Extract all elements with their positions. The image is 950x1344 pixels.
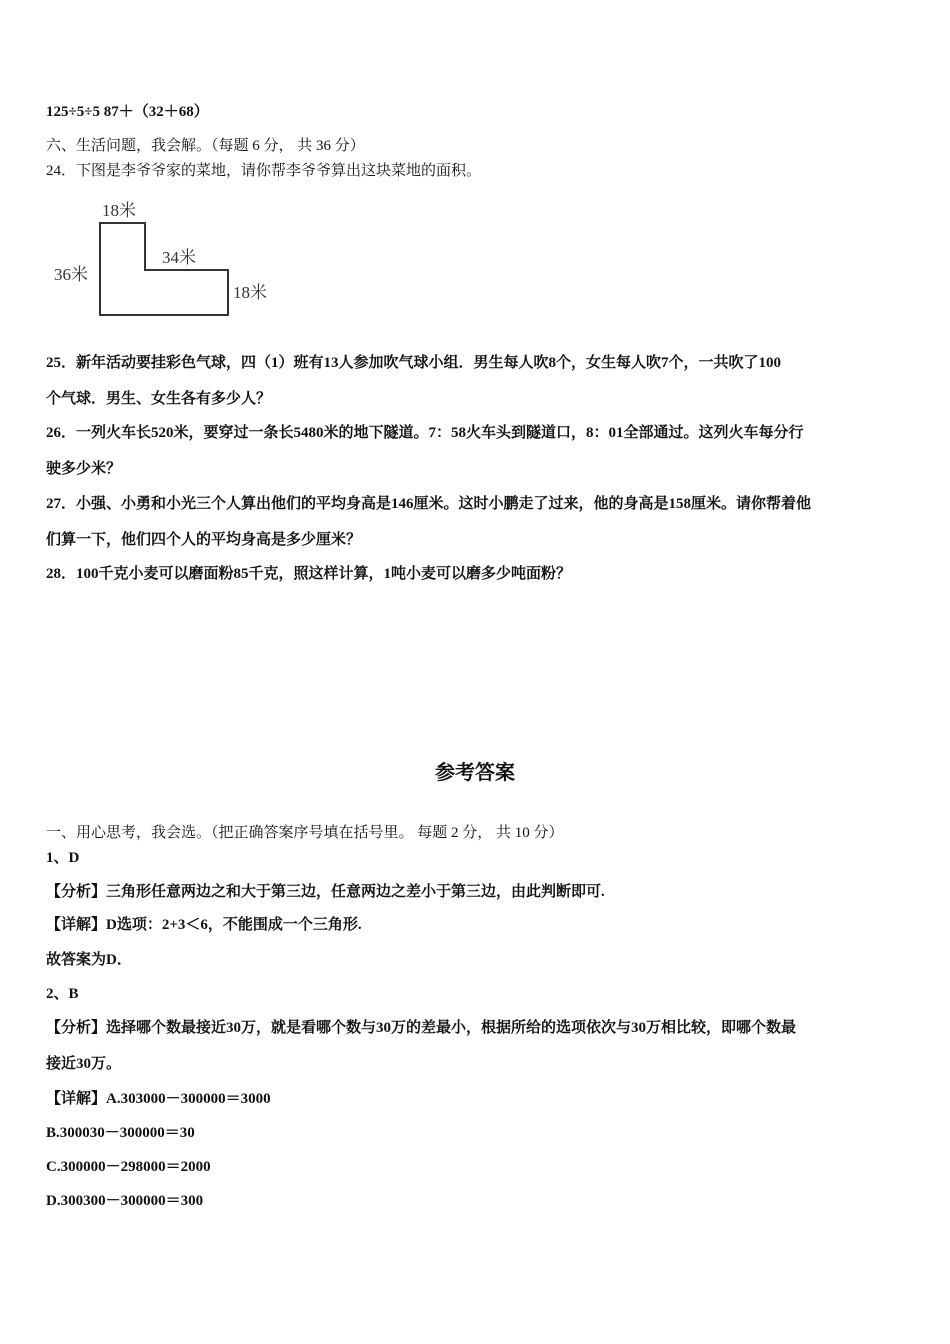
answer-2-analysis-line1: 【分析】选择哪个数最接近30万，就是看哪个数与30万的差最小，根据所给的选项依次与30万相比较，即哪个数最	[46, 1020, 797, 1036]
answer-2-analysis-line2: 接近30万。	[46, 1056, 122, 1072]
answer-2-detail-d: D.300300－300000＝300	[46, 1193, 204, 1209]
label-right: 18米	[233, 283, 267, 302]
question-26-line2: 驶多少米？	[46, 461, 122, 477]
question-26-line1: 26．一列火车长520米，要穿过一条长5480米的地下隧道。7：58火车头到隧道口，8：01全部通过。这列火车每分行	[46, 425, 804, 441]
answer-1-analysis: 【分析】三角形任意两边之和大于第三边，任意两边之差小于第三边，由此判断即可.	[46, 884, 605, 900]
answer-2-detail-a: 【详解】A.303000－300000＝3000	[46, 1091, 271, 1107]
question-25-line2: 个气球．男生、女生各有多少人？	[46, 391, 272, 407]
answer-1-label: 1、D	[46, 850, 80, 866]
question-24: 24．下图是李爷爷家的菜地，请你帮李爷爷算出这块菜地的面积。	[46, 163, 482, 179]
question-27-line1: 27．小强、小勇和小光三个人算出他们的平均身高是146厘米。这时小鹏走了过来，他的身高是158厘米。请你帮着他	[46, 496, 812, 512]
section6-header: 六、生活问题，我会解。（每题 6 分， 共 36 分）	[46, 138, 365, 154]
garden-outline	[100, 223, 228, 315]
garden-figure	[50, 195, 290, 325]
answer-2-detail-b: B.300030－300000＝30	[46, 1125, 195, 1141]
answer-2-label: 2、B	[46, 986, 79, 1002]
garden-shape-diagram	[50, 195, 290, 325]
answer-1-detail: 【详解】D选项：2+3＜6，不能围成一个三角形.	[46, 917, 362, 933]
question-25-line1: 25．新年活动要挂彩色气球，四（1）班有13人参加吹气球小组．男生每人吹8个，女生每人吹7个，一共吹了100	[46, 355, 782, 371]
label-middle: 34米	[162, 248, 196, 267]
label-top: 18米	[102, 201, 136, 220]
answer-2-detail-c: C.300000－298000＝2000	[46, 1159, 211, 1175]
label-left: 36米	[54, 265, 88, 284]
answers-section1-header: 一、用心思考，我会选。（把正确答案序号填在括号里。 每题 2 分， 共 10 分）	[46, 825, 564, 841]
question-27-line2: 们算一下，他们四个人的平均身高是多少厘米？	[46, 532, 362, 548]
calc-line: 125÷5÷5 87＋（32＋68）	[46, 104, 209, 120]
answer-1-conclusion: 故答案为D．	[46, 952, 132, 968]
question-28: 28．100千克小麦可以磨面粉85千克，照这样计算，1吨小麦可以磨多少吨面粉？	[46, 566, 572, 582]
answers-title: 参考答案	[435, 762, 515, 784]
